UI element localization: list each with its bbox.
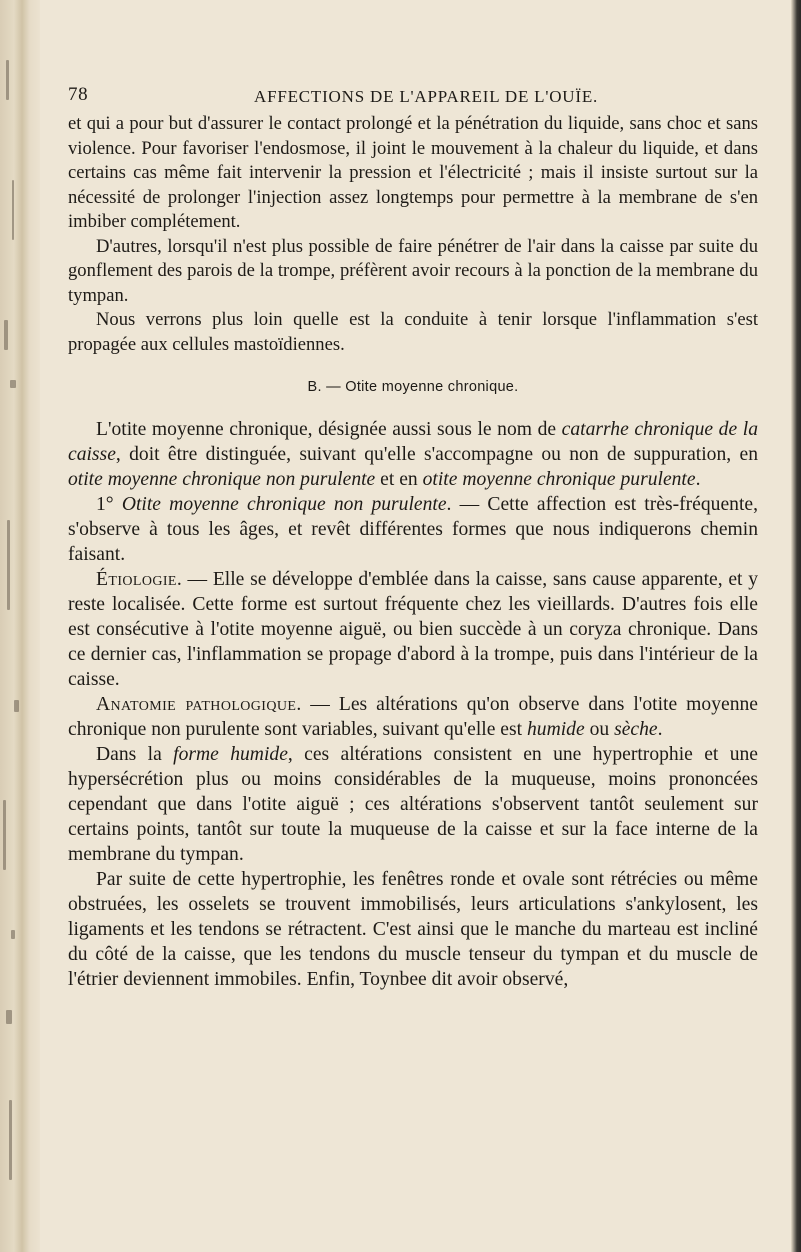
paragraph-etiology: Étiologie. — Elle se développe d'emblée dans la caisse, sans cause apparente, et y reste localisée. Cette forme est surtout fréquente chez les vieillards. D'autres fois elle est consécutive à l'otite moyenne aiguë, ou bien succède à un coryza chronique. Dans ce dernier cas, l'inflammation se propage d'abord à la trompe, puis dans l'intérieur de la caisse. (68, 569, 758, 690)
anatomy-label: Anatomie pathologique (96, 694, 297, 715)
main-text-block (68, 417, 758, 992)
paragraph-puncture: D'autres, lorsqu'il n'est plus possible de faire pénétrer de l'air dans la caisse par suite du gonflement des parois de la trompe, préfèrent avoir recours à la ponction de la membrane du tympan. (68, 235, 758, 306)
paragraph-hypertrophy: Par suite de cette hypertrophie, les fenêtres ronde et ovale sont rétrécies ou même obstruées, les osselets se trouvent immobilisés, leurs articulations s'ankylosent, les ligaments et les tendons se rétractent. C'est ainsi que le manche du marteau est incliné du côté de la caisse, que les tendons du muscle tenseur du tympan et du muscle de l'étrier deviennent immobiles. Enfin, Toynbee dit avoir observé, (68, 869, 758, 990)
paragraph-continuation: et qui a pour but d'assurer le contact prolongé et la pénétration du liquide, sans choc et sans violence. Pour favoriser l'endosmose, il joint le mouvement à la chaleur du liquide, et dans certains cas même fait intervenir la pression et l'électricité ; mais il insiste surtout sur la nécessité de prolonger l'injection assez longtemps pour permettre à la membrane de s'en imbiber complétement. (68, 113, 758, 232)
page-header (68, 84, 758, 112)
top-text-block (68, 112, 758, 357)
paragraph-humid-form: Dans la forme humide, ces altérations consistent en une hypertrophie et une hypersécrétion plus ou moins considérables de la muqueuse, moins prononcées cependant que dans l'otite aiguë ; ces altérations s'observent tantôt seulement sur certains points, tantôt sur toute la muqueuse de la caisse et sur la face interne de la membrane du tympan. (68, 744, 759, 865)
paragraph-anatomy: Anatomie pathologique. — Les altérations qu'on observe dans l'otite moyenne chronique non purulente sont variables, suivant qu'elle est humide ou sèche. (68, 694, 758, 740)
page-number: 78 (68, 84, 89, 105)
binding-gutter (0, 0, 40, 1252)
paragraph-intro: L'otite moyenne chronique, désignée aussi sous le nom de catarrhe chronique de la caisse, doit être distinguée, suivant qu'elle s'accompagne ou non de suppuration, en otite moyenne chronique non purulente et en otite moyenne chronique purulente. (68, 419, 758, 490)
etiology-label: Étiologie (96, 569, 177, 590)
book-page (68, 84, 758, 992)
section-heading: B. — Otite moyenne chronique. (307, 379, 519, 395)
paragraph-mastoid: Nous verrons plus loin quelle est la conduite à tenir lorsque l'inflammation s'est propagée aux cellules mastoïdiennes. (68, 309, 758, 355)
page-edge-shadow (791, 0, 801, 1252)
paragraph-first-form: 1° Otite moyenne chronique non purulente. — Cette affection est très-fréquente, s'observe à tous les âges, et revêt différentes formes que nous indiquerons chemin faisant. (68, 494, 758, 565)
running-title: AFFECTIONS DE L'APPAREIL DE L'OUÏE. (254, 87, 599, 106)
